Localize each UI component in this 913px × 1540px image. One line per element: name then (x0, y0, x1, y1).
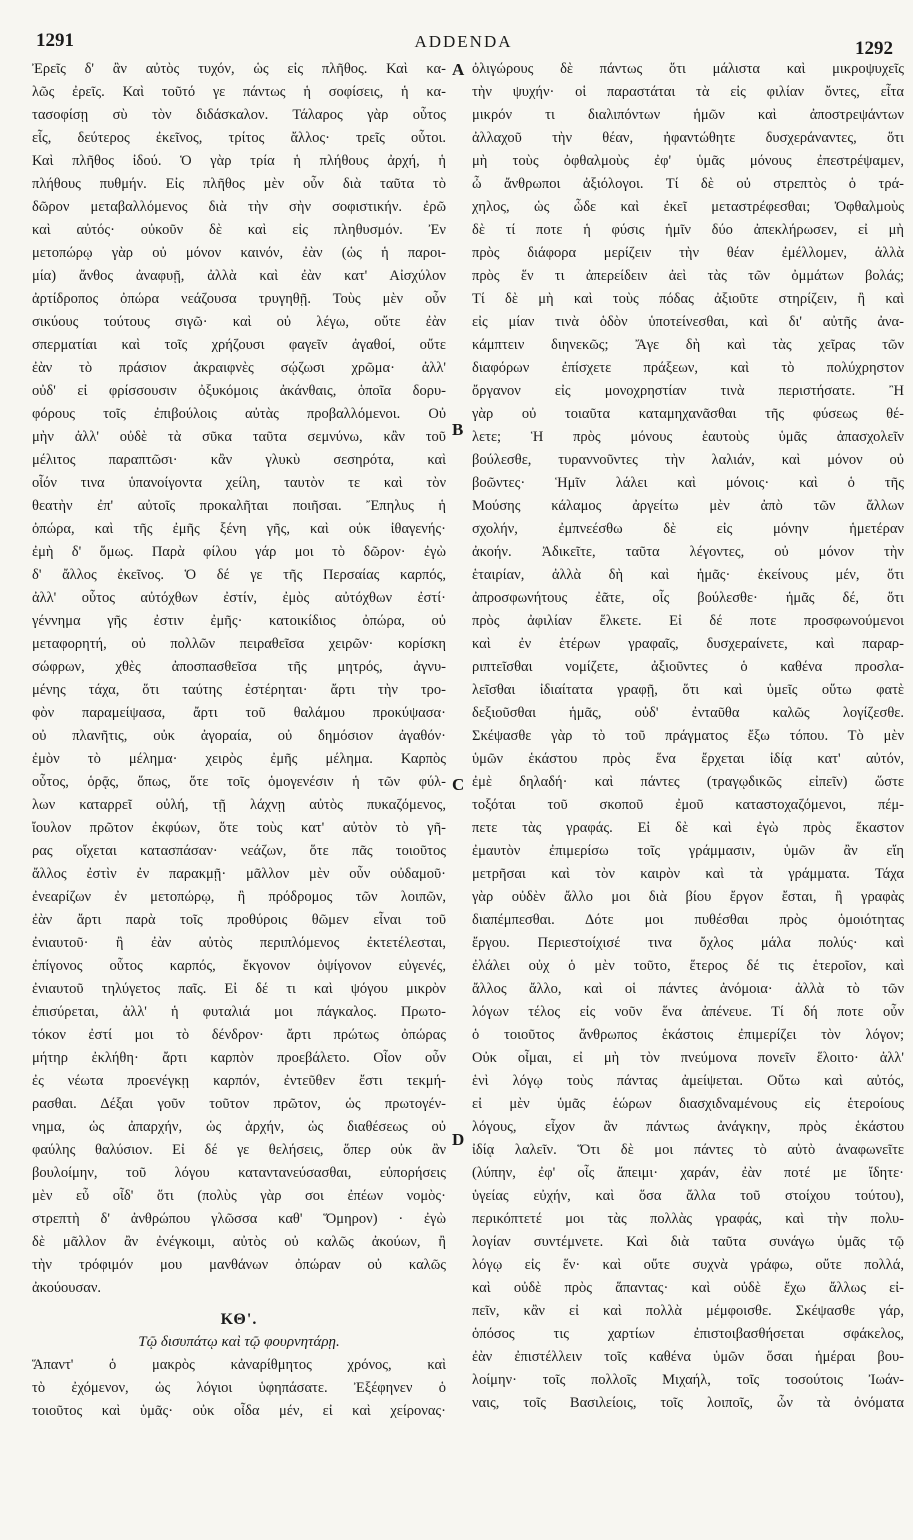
page-number-right: 1292 (855, 38, 893, 59)
text-line: ὁ τοιοῦτος ἄνθρωπος ἑκάστοις ἐπιμερίζει τὸν λόγον; (472, 1027, 904, 1043)
text-line: τοιοῦτος καὶ ὑμᾶς· οὐκ οἶδα μέν, εἰ καὶ χείρονας· (32, 1403, 446, 1419)
text-line: πρὸς ἕν τι ἀπερείδειν ἀεὶ τὰς τῶν ὀμμάτων βολάς; (472, 268, 904, 284)
text-line: διαφόρων ἐπίσχετε πράξεων, καὶ τὸ πολύχρηστον (472, 360, 904, 376)
text-line: τὴν τρόφιμόν μου μανθάνων ὀπώραν οὐ καλῶς (32, 1257, 446, 1273)
text-line: ἐπίγονος οὗτος καρπός, ἔκγονον ὀψίγονον εὐγενές, (32, 958, 446, 974)
text-line: λετε; Ἡ πρὸς μόνους ἑαυτοὺς ὑμᾶς ἀπασχολεῖν (472, 429, 904, 445)
text-line: οὐδ' εἰ φρίσσουσιν ὀξυκόμοις ἀκάνθαις, ὁποῖα δορυ- (32, 383, 446, 399)
letter-opening (32, 1354, 446, 1423)
page-number-left: 1291 (36, 30, 74, 51)
text-line: ἐπισύρεται, ἀλλ' ἡ φυταλιά μοι πάγκαλος. Πρωτο- (32, 1004, 446, 1020)
text-line: Καὶ πλῆθος ἰδού. Ὁ γὰρ τρία ἡ πλήθους ἀρχή, ἡ (32, 153, 446, 169)
text-line: ἐλάλει οὐχ ὁ μὲν τοῦτο, ἕτερος δέ τις ἑτεροῖον, καὶ (472, 958, 904, 974)
text-line: μήτηρ ἐκλήθη· ἄρτι καρπὸν προεβάλετο. Οἷον οὖν (32, 1050, 446, 1066)
text-line: ἐὰν τὸ πράσιον ἀκραιφνὲς σῴζωσι χρῶμα· ἀλλ' (32, 360, 446, 376)
text-line: ἀλλ' οὗτος αὐτόχθων ἐστίν, ἐμὸς αὐτόχθων ἐστί· (32, 590, 446, 606)
text-line: ὀλιγώρους δὲ πάντως ὅτι μάλιστα καὶ μικροψυχεῖς (472, 61, 904, 77)
text-line: ἀκούουσαν. (32, 1280, 102, 1296)
text-line: τοξόται τοῦ σκοποῦ ἐμοῦ καταστοχαζόμενοι, πέμ- (472, 797, 904, 813)
left-column-body (32, 58, 446, 1300)
text-line: ὄργανον εἰς μονοχρηστίαν τινὰ περιστήσατε. Ἢ (472, 383, 904, 399)
text-line: μετοπώρῳ γὰρ οὐ μόνον καινόν, ἐὰν (ὡς ἡ παροι- (32, 245, 446, 261)
text-line: φαύλης θαλύσιον. Εἰ δέ γε θελήσεις, ὅπερ οὐκ ἂν (32, 1142, 446, 1158)
right-column (472, 58, 904, 1528)
text-line: ὀπώρα, καὶ τῆς ἐμῆς ξένη γῆς, καὶ οὐκ ἰθαγενής· (32, 521, 446, 537)
text-line: οἷόν τινα ὑπανοίγοντα χείλη, ταυτὸν τε καὶ τὸν (32, 475, 446, 491)
text-line: πρὸς διάφορα μερίζειν τὴν θέαν ἐμέλλομεν, ἀλλὰ (472, 245, 904, 261)
text-line: εἰ μὲν ὑμᾶς ἑώρων διασχιδναμένους εἰς ἑτεροίους (472, 1096, 904, 1112)
text-line: τασοφίσῃ σὺ τὸν διδάσκαλον. Τάλαρος γὰρ οὗτος (32, 107, 446, 123)
text-line: λογίαν συντέμνετε. Καὶ διὰ ταῦτα συνάγω ὑμᾶς τῷ (472, 1234, 904, 1250)
text-line: μὲν εὖ οἶδ' ὅτι (πολὺς γὰρ σοι ἐπέων νομὸς· (32, 1188, 446, 1204)
text-line: μὴν ἀλλ' οὐδὲ τὰ σῦκα ταῦτα σεμνύνω, κἂν τοῦ (32, 429, 446, 445)
text-line: ὦ ἄνθρωποι ἀξιόλογοι. Τί δὲ οὐ στρεπτὸς ὁ τρά- (472, 176, 904, 192)
text-line: ἔργου. Περιεστοίχισέ τινα ὄχλος μάλα πολύς· καὶ (472, 935, 904, 951)
text-line: φόρους τοῖς ἐπιβούλοις αὐτὰς προβαλλόμενοι. Οὐ (32, 406, 446, 422)
text-line: στρεπτὴ δ' ἀνθρώπου γλῶσσα καθ' Ὅμηρον) · ἐγὼ (32, 1211, 446, 1227)
text-line: σχολήν, ἐμπνεέσθω δὲ εἰς μόνην ἡμετέραν (472, 521, 904, 537)
text-line: ρας οἴχεται κατασπάσαν· νεάζων, ὅτε πᾶς τοιοῦτος (32, 843, 446, 859)
text-line: φὸν παραμείψασα, ἄρτι τοῦ θαλάμου προκύψασα· (32, 705, 446, 721)
running-title: ADDENDA (414, 32, 513, 51)
text-line: τόκον ἐστί μοι τὸ δένδρον· ἄρτι πρώτως ὀπώρας (32, 1027, 446, 1043)
text-line: οὐ πλανῆτις, οὐκ ἀγοραία, οὐ δημόσιον ἀγαθόν· (32, 728, 446, 744)
margin-letter-a: A (452, 60, 465, 79)
text-line: ἐμὲ δηλαδή· καὶ πάντες (τραγῳδικῶς εἰπεῖν) ὥστε (472, 774, 904, 790)
text-line: Ἅπαντ' ὁ μακρὸς κἀναρίθμητος χρόνος, καὶ (32, 1357, 446, 1373)
text-line: οὗτος, ὁρᾷς, ὅπως, ὅτε τοῖς ὁμογενέσιν ἡ τῶν φύλ- (32, 774, 446, 790)
text-line: ἄλλος ἐστὶν ἐν παρακμῇ· μᾶλλον μὲν οὖν οὐδαμοῦ· (32, 866, 446, 882)
text-line: νημα, ὡς ἀπαρχήν, ὡς ἀρχήν, ὡς διαθέσεως οὐ (32, 1119, 446, 1135)
text-line: βουλοίμην, τοῦ λόγου καταντανεύσασθαι, εὐπορήσεις (32, 1165, 446, 1181)
text-line: ἐὰν ἐπιστέλλειν τοῖς καθένα ὑμῶν ὅσαι ἡμέραι βου- (472, 1349, 904, 1365)
text-line: δὲ τί ποτε ἡ φύσις ἡμῖν δύο ἀπεκλήρωσεν, εἰ μὴ (472, 222, 904, 238)
text-line: ριπτεῖσθαι νομίζετε, ἀξιοῦντες ὁ καθένα προσλα- (472, 659, 904, 675)
text-line: ναις, τοῖς Βασιλείοις, τοῖς λοιποῖς, ὧν τὰ ὀνόματα (472, 1395, 904, 1411)
text-line: πρὸς ἀφιλίαν ἕλκετε. Εἰ δέ ποτε προσφωνούμενοι (472, 613, 904, 629)
text-line: ἐς νέωτα προενέγκῃ καρπόν, ἐντεῦθεν ἔστι τεκμή- (32, 1073, 446, 1089)
text-line: ἴουλον πρῶτον ἐκφύων, ὅτε τοὺς κατ' αὐτὸν τὸ γῆ- (32, 820, 446, 836)
text-line: πλήθους πυθμήν. Εἰς πλῆθος μὲν οὖν διὰ ταῦτα τὸ (32, 176, 446, 192)
text-line: πεῖν, κἂν εἰ καὶ πολλὰ μέμφοισθε. Σκέψασθε γάρ, (472, 1303, 904, 1319)
text-line: τὸ ἐχόμενον, ὡς λόγιοι ὑφηπάσατε. Ἐξέφηνεν ὁ (32, 1380, 446, 1396)
text-line: ἀπροσφωνήτους ἐᾶτε, οἷς βούλεσθε· ἡμᾶς δέ, ὅτι (472, 590, 904, 606)
text-line: ἰδίᾳ λαλεῖν. Ὅτι δὲ μοι πάντες τὸ αὐτὸ ἀναφωνεῖτε (472, 1142, 904, 1158)
text-line: πετε τὰς γραφάς. Εἰ δὲ καὶ ἐγὼ πρὸς ἕκαστον (472, 820, 904, 836)
text-line: εἰς μίαν τινὰ ὁδὸν ὑποτείνεσθαι, καὶ δι' αὐτῆς ἀνα- (472, 314, 904, 330)
text-line: σπερματίαι καὶ τοῖς χρήζουσι φαγεῖν ἀγαθοί, οὔτε (32, 337, 446, 353)
text-line: λῶς ἐρεῖς. Καὶ τοῦτό γε πάντως ἡ σοφίσεις, ἡ κα- (32, 84, 446, 100)
text-line: γέννημα γῆς ἐστιν ἐμῆς· κατοικίδιος ὀπώρα, οὐ (32, 613, 446, 629)
text-line: ἀκοήν. Ἀδικεῖτε, ταῦτα λέγοντες, οὐ μόνον τὴν (472, 544, 904, 560)
text-line: ἐμὸν τὸ μέλημα· χειρὸς ἐμῆς μέλημα. Καρπὸς (32, 751, 446, 767)
text-line: δὲ μᾶλλον ἂν ἐνέγκοιμι, αὐτὸς οὐ καλῶς ἀκούων, ἢ (32, 1234, 446, 1250)
text-line: λοίμην· τοῖς πολλοῖς Μιχαήλ, τοῖς τοσούτοις Ἰωάν- (472, 1372, 904, 1388)
text-line: σικύους τούτους σιγῶ· καὶ οὐ λέγω, οὔτε ἐὰν (32, 314, 446, 330)
text-line: ὁπόσος τις χαρτίων ἐπιστοιβασθήσεται σφάκελος, (472, 1326, 904, 1342)
text-line: μία) ἄνθος ἀναφυῇ, ἀλλὰ καὶ ἐὰν κατ' Αἰσχύλον (32, 268, 446, 284)
text-line: ὑμῶν ἑκάστου πρὸς ἕνα ἔρχεται ἰδίᾳ κατ' αὐτόν, (472, 751, 904, 767)
text-line: μὴ τοὺς ὀφθαλμοὺς ἐφ' ὑμᾶς μόνους ἐπεστρέψαμεν, (472, 153, 904, 169)
text-line: θεατὴν ἐπ' αὐτοῖς προκαλῆται ποιῆσαι. Ἔπηλυς ἡ (32, 498, 446, 514)
text-line: κάμπτειν διηνεκῶς; Ἄγε δὴ καὶ τὰς χεῖρας τῶν (472, 337, 904, 353)
text-line: ἐνιαυτοῦ· ἢ ἐὰν αὐτὸς περιπλόμενος ἐκτετέλεσται, (32, 935, 446, 951)
text-line: δεξιοῦσθαι ἡμᾶς, οὐδ' ἐνταῦθα καλῶς λογίζεσθε. (472, 705, 904, 721)
text-line: γὰρ οὐ τοιαῦτα καταμηχανᾶσθαι τῆς φύσεως θέ- (472, 406, 904, 422)
text-line: ἑταιρίαν, ἀλλὰ δὴ καὶ ἡμᾶς· ἐκείνους μέν, ὅτι (472, 567, 904, 583)
text-line: Τί δὲ μὴ καὶ τοὺς πόδας ἀξιοῦτε στηρίζειν, ἢ καὶ (472, 291, 904, 307)
text-line: χηλος, ὡς ὧδε καὶ ἐκεῖ μεταστρέφεσθαι; Ὀφθαλμοὺς (472, 199, 904, 215)
text-line: σώφρων, χθὲς ἀποσπασθεῖσα τῆς μητρός, ἀγνυ- (32, 659, 446, 675)
text-line: καὶ αὐτός· οὐκοῦν δὲ καὶ εἰς πληθυσμόν. Ἐν (32, 222, 446, 238)
text-line: δῶρον μεταβαλλόμενος διὰ τὴν σὴν σοφιστικήν. ἐρῶ (32, 199, 446, 215)
text-line: ἀλλαχοῦ τὴν θέαν, ἠφαντώθητε δυσχεράναντες, ὅτι (472, 130, 904, 146)
text-line: βοῶντες· Ἡμῖν λάλει καὶ μόνοις· καὶ ὁ τῆς (472, 475, 904, 491)
text-line: ἀρτίδροπος ὀπώρα νεάζουσα τρυγηθῇ. Τοὺς μὲν οὖν (32, 291, 446, 307)
text-line: δ' ἄλλος ἐκεῖνος. Ὁ δέ γε τῆς Περσαίας καρπός, (32, 567, 446, 583)
text-line: λόγῳ εἰς ἕν· καὶ οὔτε συχνὰ γράφω, οὔτε πολλά, (472, 1257, 904, 1273)
text-line: ρασθαι. Δέξαι γοῦν τοῦτον πρῶτον, ὡς πρωτογέν- (32, 1096, 446, 1112)
text-line: βούλεσθε, τυραννοῦντες τὴν λαλιάν, καὶ μόνον οὐ (472, 452, 904, 468)
margin-letter-d: D (452, 1130, 465, 1149)
text-line: λεῖσθαι ἰδιαίτατα γραφῇ, ὅτι καὶ ὑμεῖς οὕτω φατὲ (472, 682, 904, 698)
text-line: Οὐκ οἶμαι, εἰ μὴ τὸν πνεύμονα πονεῖν ἕλοιτο· ἀλλ' (472, 1050, 904, 1066)
text-line: ἑνὶ λόγῳ τοὺς πάντας ἀμείψεται. Οὕτω καὶ αὐτός, (472, 1073, 904, 1089)
text-line: μέλιτος παραπτῶσι· κἂν γλυκὺ σεσηρότα, καὶ (32, 452, 446, 468)
text-line: διαπέμπεσθαι. Δότε μοι πυθέσθαι πρὸς ὁμοιότητας (472, 912, 904, 928)
section-heading: ΚΘ'. (220, 1311, 258, 1328)
text-line: λόγων τέλος εἰς νοῦν ἕνα ἀπένευε. Τί δή ποτε οὖν (472, 1004, 904, 1020)
text-line: ἐνιαυτοῦ τηλύγετος παῖς. Εἰ δέ τι καὶ ψόγου μικρὸν (32, 981, 446, 997)
text-line: ἐνεαρίζων ἐν μετοπώρῳ, ἢ πρόδρομος τῶν λοιπῶν, (32, 889, 446, 905)
text-line: περικόπτετέ μοι τὰς πολλὰς γραφάς, καὶ τὴν πολυ- (472, 1211, 904, 1227)
text-line: Σκέψασθε γὰρ τὸ τοῦ πράγματος ἔξω τόπου. Τὸ μὲν (472, 728, 904, 744)
text-line: ὑγείας εὐχήν, καὶ ὅσα ἄλλα τοῦ στοίχου τούτου), (472, 1188, 904, 1204)
text-line: Μούσης κάλαμος ἀργείτω μὲν ἀπὸ τῶν ἄλλων (472, 498, 904, 514)
text-line: (λύπην, ἐφ' οἷς ἄπειμι· χαράν, ἐὰν ποτέ με ἴδητε· (472, 1165, 904, 1181)
section-subtitle: Τῷ δισυπάτῳ καὶ τῷ φουρνητάρῃ. (138, 1334, 340, 1350)
text-line: μετρῆσαι καὶ τὸν καιρὸν καὶ τὰ γράμματα. Τάχα (472, 866, 904, 882)
text-line: λων καταρρεῖ οὐλή, τῇ λάχνῃ αὐτὸς πυκαζόμενος, (32, 797, 446, 813)
text-line: ἐὰν ἄρτι παρὰ τοῖς προθύροις θῶμεν εἶναι τοῦ (32, 912, 446, 928)
text-line: τὴν ψυχήν· οἱ παραστάται τὰ εἰς φιλίαν ὄντες, εἶτα (472, 84, 904, 100)
text-line: εἷς, δεύτερος ἐκεῖνος, τρίτος ἄλλος· τρεῖς οὗτοι. (32, 130, 446, 146)
text-line: λόγους, εἶχον ἂν πάντως ἀνάγκην, πρὸς ἑκάστου (472, 1119, 904, 1135)
text-line: Ἐρεῖς δ' ἂν αὐτὸς τυχόν, ὡς εἰς πλῆθος. Καὶ κα- (32, 61, 446, 77)
text-line: καὶ οὐδὲ πρὸς ἅπαντας· καὶ οὐδὲ ἔχω ἄλλως εἰ- (472, 1280, 904, 1296)
right-column-body (472, 58, 904, 1415)
text-line: μεταφορητή, οὐ πολλῶν πειραθεῖσα χειρῶν· κορίσκη (32, 636, 446, 652)
page-header (28, 28, 899, 58)
margin-letter-b: B (452, 420, 464, 439)
text-line: μένης τάχα, ὅτι ταύτης ἐστέρηται· ἄρτι τὴν τρο- (32, 682, 446, 698)
text-line: ἐμὴ δ' ὅμως. Παρὰ φίλου γάρ μοι τὸ δῶρον· ἐγὼ (32, 544, 446, 560)
text-line: μικρόν τι διαλιπόντων ἡμῶν καὶ ἀποστρεψάντων (472, 107, 904, 123)
margin-letter-c: C (452, 775, 465, 794)
text-line: ἄλλος ἄλλο, καὶ οἱ πάντες ἀνόμοια· ἀλλὰ τὸ τῶν (472, 981, 904, 997)
text-line: ἐμαυτὸν ἐπιμερίσω τοῖς γράμμασιν, ὑμῶν ἂν εἴη (472, 843, 904, 859)
text-line: καὶ ἐν ἑτέρων γραφαῖς, δυσχεραίνετε, καὶ παραρ- (472, 636, 904, 652)
left-column (32, 58, 446, 1528)
text-line: γὰρ οὐδὲν ἄλλο μοι διὰ βίου ἔργον ἔσται, ἢ γραφὰς (472, 889, 904, 905)
